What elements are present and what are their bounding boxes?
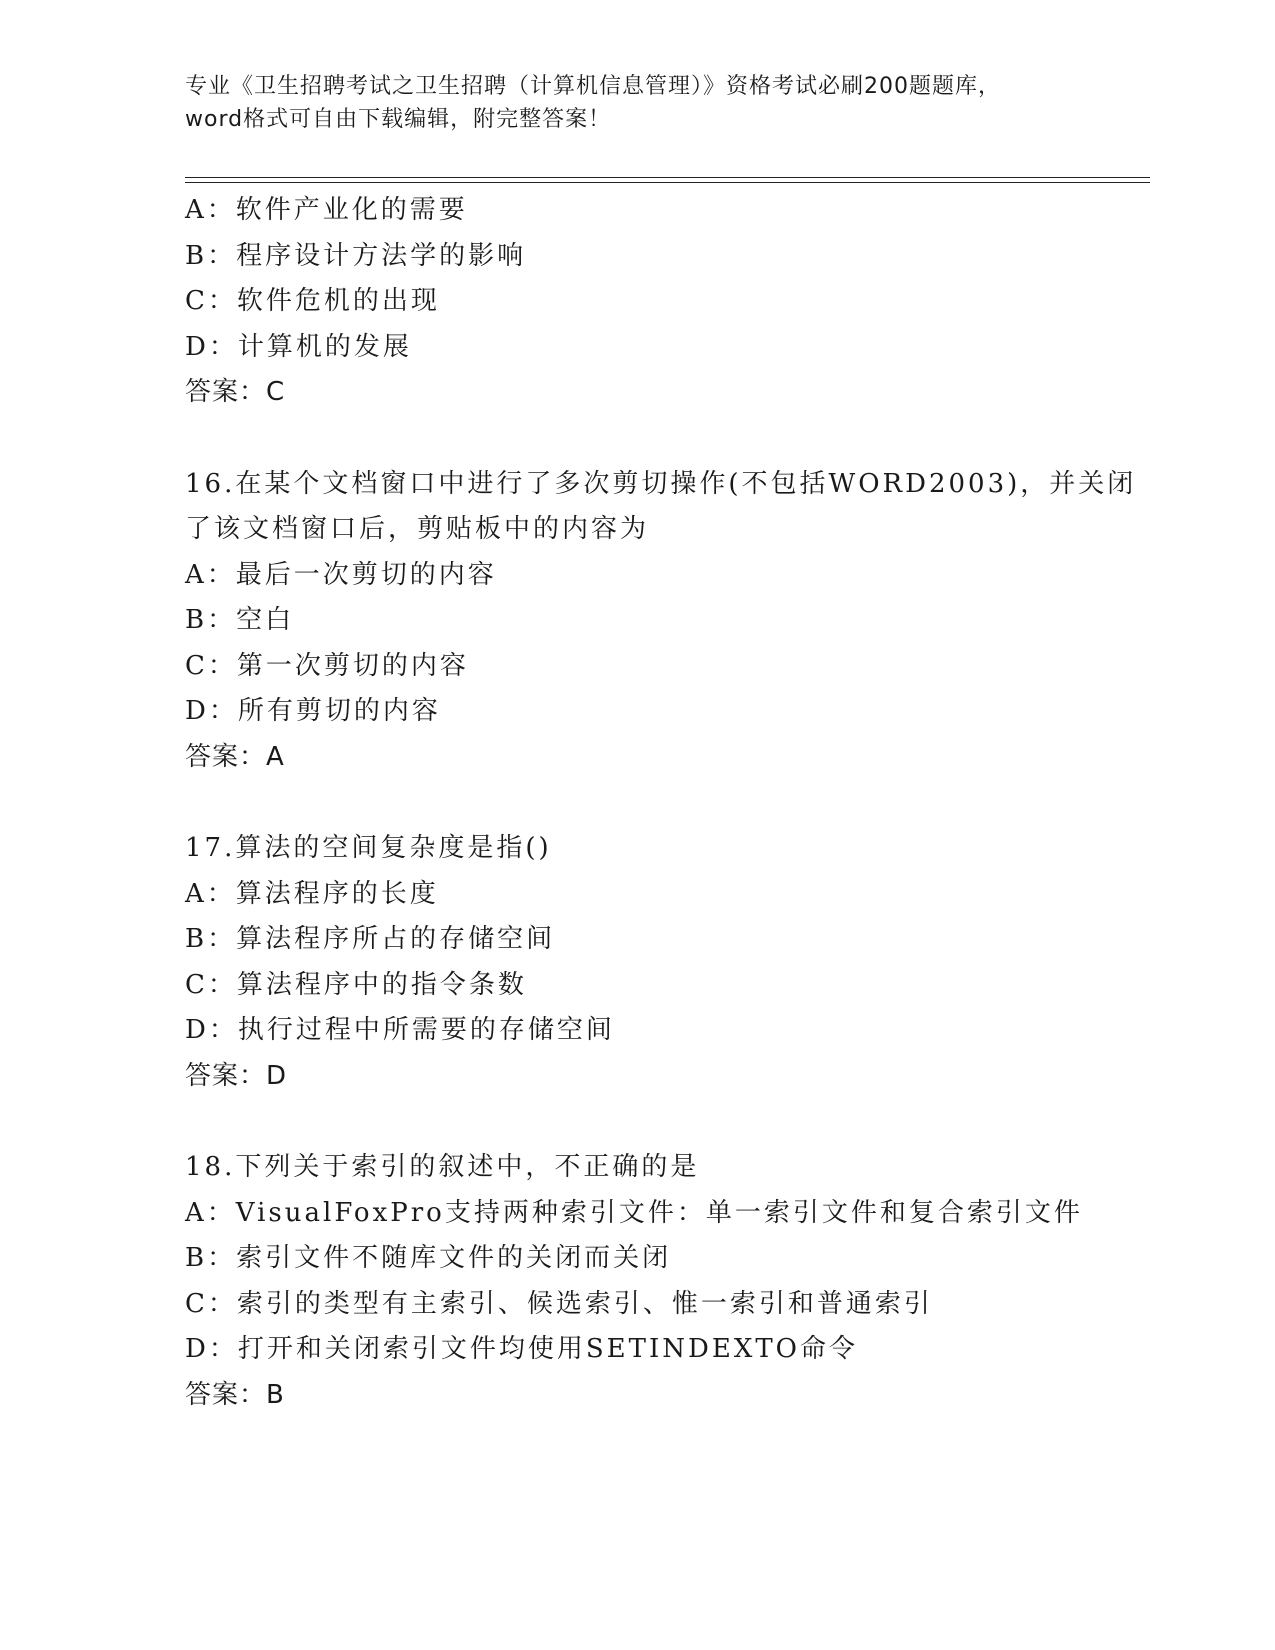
option-d: D：执行过程中所需要的存储空间 — [185, 1015, 615, 1045]
option-b: B：空白 — [185, 605, 295, 635]
question-block — [185, 1145, 1145, 1418]
question-list — [185, 188, 1145, 1418]
answer-line: 答案：B — [185, 1379, 285, 1410]
option-a: A：VisualFoxPro支持两种索引文件：单一索引文件和复合索引文件 — [185, 1197, 1083, 1228]
spacer — [185, 1099, 1145, 1145]
question-stem: 17.算法的空间复杂度是指() — [185, 833, 552, 863]
option-c: C：算法程序中的指令条数 — [185, 969, 527, 1000]
option-d: D：所有剪切的内容 — [185, 696, 441, 726]
option-a: A：最后一次剪切的内容 — [185, 559, 497, 590]
option-d: D：打开和关闭索引文件均使用SETINDEXTO命令 — [185, 1334, 858, 1364]
option-a: A：算法程序的长度 — [185, 878, 439, 909]
option-c: C：软件危机的出现 — [185, 286, 440, 316]
option-b: B：程序设计方法学的影响 — [185, 240, 527, 271]
option-a: A：软件产业化的需要 — [185, 195, 468, 225]
option-c: C：索引的类型有主索引、候选索引、惟一索引和普通索引 — [185, 1288, 933, 1319]
question-stem: 16.在某个文档窗口中进行了多次剪切操作(不包括WORD2003)，并关闭 — [185, 468, 1137, 499]
option-b: B：索引文件不随库文件的关闭而关闭 — [185, 1243, 672, 1273]
question-block — [185, 826, 1145, 1099]
option-c: C：第一次剪切的内容 — [185, 650, 469, 681]
question-block — [185, 188, 1145, 416]
spacer — [185, 416, 1145, 462]
question-block — [185, 462, 1145, 781]
header-title-line-2: word格式可自由下载编辑，附完整答案！ — [185, 107, 612, 132]
answer-line: 答案：C — [185, 377, 286, 407]
header-divider-top — [185, 177, 1150, 178]
question-stem: 了该文档窗口后，剪贴板中的内容为 — [185, 514, 650, 544]
header-title-line-1: 专业《卫生招聘考试之卫生招聘（计算机信息管理）》资格考试必刷200题题库， — [185, 74, 1001, 99]
spacer — [185, 780, 1145, 826]
document-header — [185, 70, 1085, 136]
question-stem: 18.下列关于索引的叙述中，不正确的是 — [185, 1152, 700, 1182]
answer-line: 答案：A — [185, 741, 285, 772]
option-b: B：算法程序所占的存储空间 — [185, 924, 556, 954]
option-d: D：计算机的发展 — [185, 331, 412, 362]
header-divider-bottom — [185, 182, 1150, 183]
answer-line: 答案：D — [185, 1060, 288, 1091]
